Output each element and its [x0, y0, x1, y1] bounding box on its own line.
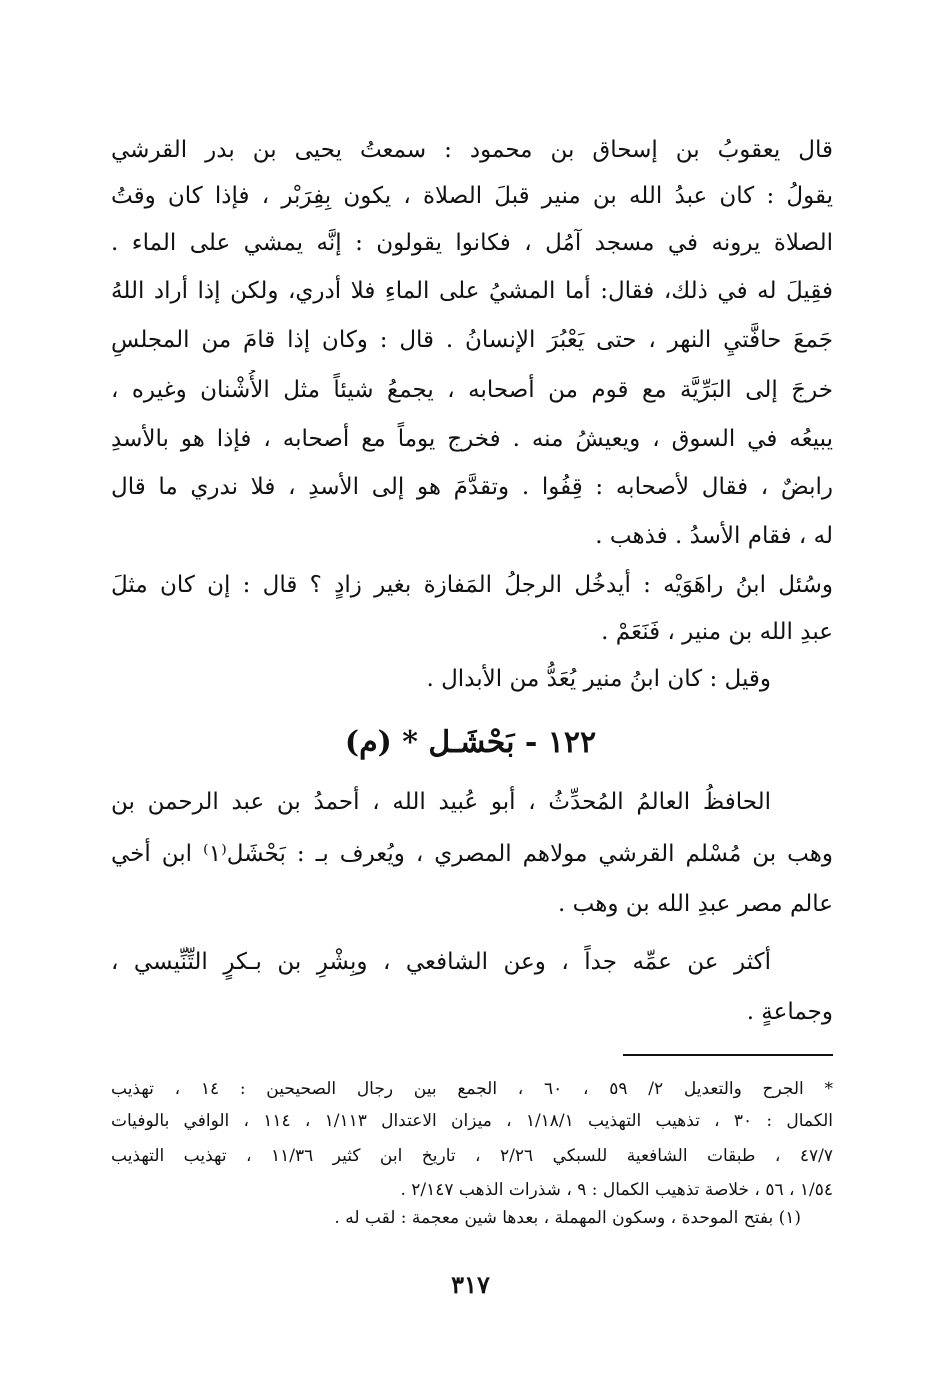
footnote-separator	[623, 1054, 833, 1056]
text-line: وهب بن مُسْلم القرشي مولاهم المصري ، ويُعرف بـ : بَحْشَل⁽١⁾ ابن أخي	[111, 841, 833, 867]
text-line: الحافظُ العالمُ المُحدِّثُ ، أبو عُبيد الله ، أحمدُ بن عبد الرحمن بن	[111, 789, 771, 815]
entry-title: ١٢٢ - بَحْشَـل * (م)	[344, 725, 597, 760]
footnote-line: ٤٧/٧ ، طبقات الشافعية للسبكي ٢/٢٦ ، تاريخ ابن كثير ١١/٣٦ ، تهذيب التهذيب	[111, 1146, 833, 1166]
footnote-line: (١) بفتح الموحدة ، وسكون المهملة ، بعدها شين معجمة : لقب له .	[334, 1208, 801, 1228]
text-line: وسُئل ابنُ راهَوَيْه : أيدخُل الرجلُ المَفازة بغير زادٍ ؟ قال : إن كان مثلَ	[111, 572, 833, 598]
text-line: عالم مصر عبدِ الله بن وهب .	[558, 891, 833, 917]
text-line: فقِيلَ له في ذلك، فقال: أما المشيُ على الماءِ فلا أدري، ولكن إذا أراد اللهُ	[111, 278, 833, 304]
text-line: يبيعُه في السوق ، ويعيشُ منه . فخرج يوماً مع أصحابه ، فإذا هو بالأسدِ	[111, 426, 833, 452]
text-line: خرجَ إلى البَرِّيَّة مع قوم من أصحابه ، يجمعُ شيئاً مثل الأُشْنان وغيره ،	[111, 377, 833, 403]
text-line: يقولُ : كان عبدُ الله بن منير قبلَ الصلاة ، يكون بِفِرَبْر ، فإذا كان وقتُ	[111, 183, 833, 209]
footnote-line: * الجرح والتعديل ٢/ ٥٩ ، ٦٠ ، الجمع بين رجال الصحيحين : ١٤ ، تهذيب	[111, 1079, 833, 1099]
text-line: قال يعقوبُ بن إسحاق بن محمود : سمعتُ يحيى بن بدر القرشي	[111, 137, 833, 163]
text-line: عبدِ الله بن منير ، فَنَعَمْ .	[601, 619, 833, 645]
page-number: ٣١٧	[451, 1270, 490, 1299]
text-line: وجماعةٍ .	[746, 999, 833, 1025]
text-line: أكثر عن عمِّه جداً ، وعن الشافعي ، وبِشْرِ بن بـكرٍ التِّنِّيسي ،	[111, 949, 771, 975]
footnote-line: الكمال : ٣٠ ، تذهيب التهذيب ١/١٨/١ ، ميزان الاعتدال ١/١١٣ ، ١١٤ ، الوافي بالوفيات	[111, 1111, 833, 1131]
text-line: رابضٌ ، فقال لأصحابه : قِفُوا . وتقدَّمَ هو إلى الأسدِ ، فلا ندري ما قال	[111, 474, 833, 500]
text-line: جَمعَ حافَّتيِ النهر ، حتى يَعْبُرَ الإنسانُ . قال : وكان إذا قامَ من المجلسِ	[111, 327, 833, 353]
text-line: الصلاة يرونه في مسجد آمُل ، فكانوا يقولون : إنَّه يمشي على الماء .	[111, 230, 833, 256]
footnote-line: ١/٥٤ ، ٥٦ ، خلاصة تذهيب الكمال : ٩ ، شذرات الذهب ٢/١٤٧ .	[400, 1180, 833, 1200]
text-line: وقيل : كان ابنُ منير يُعَدُّ من الأبدال .	[426, 666, 771, 692]
text-line: له ، فقام الأسدُ . فذهب .	[595, 523, 833, 549]
